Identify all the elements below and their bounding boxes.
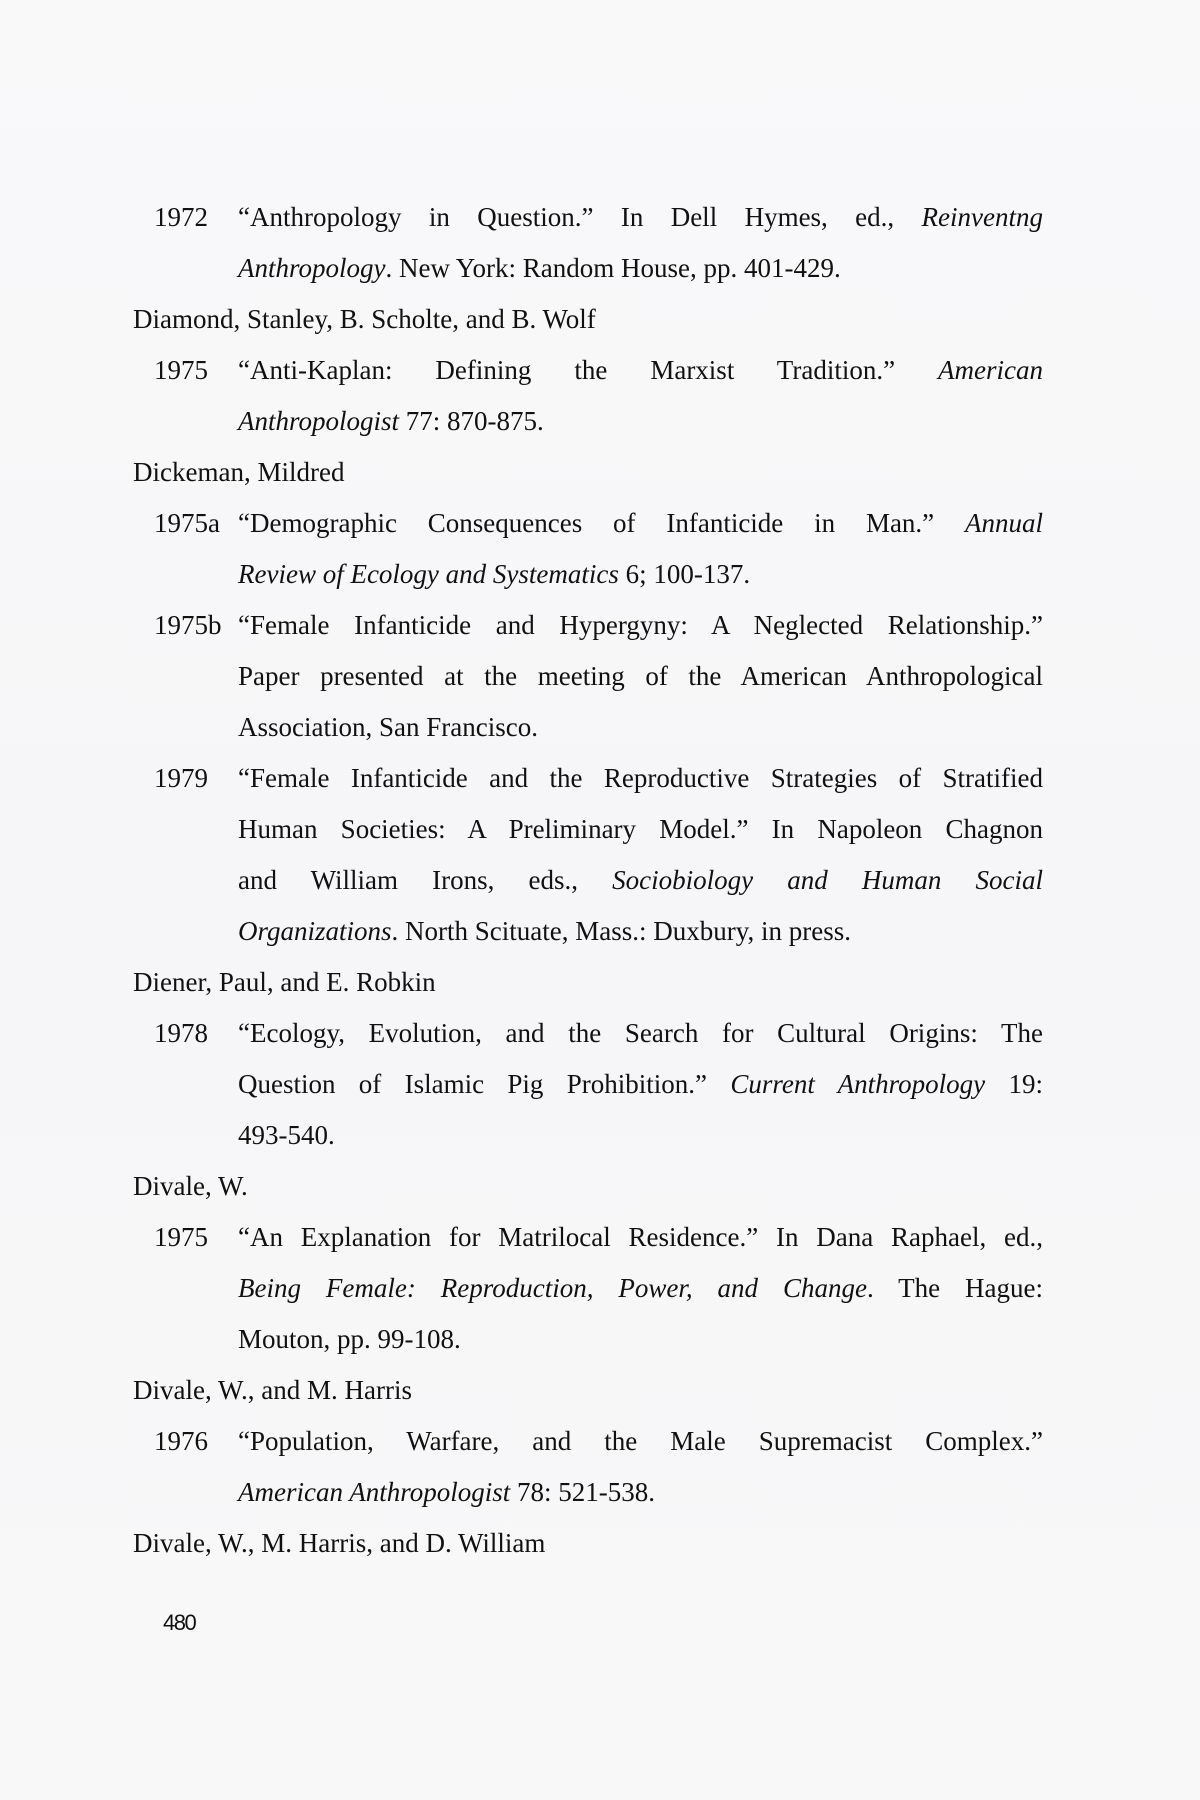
text-run: Human Societies: A Preliminary Model.” In Napoleon Chagnon — [238, 814, 1043, 844]
italic-title: Review of Ecology and Systematics — [238, 559, 619, 589]
entry-author: Diamond, Stanley, B. Scholte, and B. Wolf — [133, 304, 596, 334]
text-run: Question of Islamic Pig Prohibition.” — [238, 1069, 731, 1099]
bibliography-entry — [133, 957, 1043, 1161]
bibliography-list — [133, 192, 1043, 1569]
bibliography-entry — [133, 1161, 1043, 1365]
bibliography-entry — [133, 447, 1043, 600]
entry-author: Divale, W., and M. Harris — [133, 1375, 412, 1405]
entry-text — [238, 192, 1043, 243]
text-run: and William Irons, eds., — [238, 865, 613, 895]
entry-continuation-line — [133, 1467, 1043, 1518]
text-run: “Population, Warfare, and the Male Supremacist Complex.” — [238, 1426, 1043, 1456]
italic-title: Annual — [965, 508, 1043, 538]
entry-continuation-line — [133, 243, 1043, 294]
text-run: 19: — [985, 1069, 1043, 1099]
italic-title: Being Female: Reproduction, Power, and Change — [238, 1273, 867, 1303]
text-run: . New York: Random House, pp. 401-429. — [385, 253, 841, 283]
entry-year: 1975 — [154, 1222, 208, 1252]
entry-text — [238, 1416, 1043, 1467]
entry-continuation-line — [133, 804, 1043, 855]
entry-continuation-line — [133, 1110, 1043, 1161]
italic-title: Anthropology — [238, 253, 386, 283]
entry-year: 1975 — [154, 355, 208, 385]
bibliography-entry — [133, 1518, 1043, 1569]
entry-continuation-line — [133, 702, 1043, 753]
italic-title: Organizations — [238, 916, 392, 946]
entry-continuation-line — [133, 651, 1043, 702]
entry-continuation-line — [133, 1314, 1043, 1365]
entry-continuation-line — [133, 855, 1043, 906]
entry-first-line — [133, 192, 1043, 243]
entry-year: 1976 — [154, 1426, 208, 1456]
entry-first-line — [133, 753, 1043, 804]
entry-year: 1975b — [154, 610, 222, 640]
bibliography-entry — [133, 753, 1043, 957]
bibliography-entry — [133, 1365, 1043, 1518]
entry-year: 1979 — [154, 763, 208, 793]
entry-text — [238, 753, 1043, 804]
text-run: “An Explanation for Matrilocal Residence.” In Dana Raphael, ed., — [238, 1222, 1043, 1252]
text-run: Association, San Francisco. — [238, 712, 538, 742]
text-run: 77: 870-875. — [399, 406, 544, 436]
entry-author: Diener, Paul, and E. Robkin — [133, 967, 436, 997]
entry-text — [238, 498, 1043, 549]
entry-first-line — [133, 1008, 1043, 1059]
entry-author: Dickeman, Mildred — [133, 457, 345, 487]
italic-title: American — [938, 355, 1043, 385]
text-run: “Anti-Kaplan: Defining the Marxist Tradition.” — [238, 355, 939, 385]
text-run: “Ecology, Evolution, and the Search for Cultural Origins: The — [238, 1018, 1043, 1048]
italic-title: Reinventng — [921, 202, 1043, 232]
text-run: . The Hague: — [866, 1273, 1043, 1303]
text-run: “Female Infanticide and the Reproductive Strategies of Stratified — [238, 763, 1043, 793]
entry-first-line — [133, 1416, 1043, 1467]
entry-continuation-line — [133, 549, 1043, 600]
italic-title: Sociobiology and Human Social — [612, 865, 1043, 895]
entry-continuation-line — [133, 1059, 1043, 1110]
entry-text — [238, 1212, 1043, 1263]
entry-author: Divale, W. — [133, 1171, 248, 1201]
entry-text — [238, 600, 1043, 651]
bibliography-entry — [133, 192, 1043, 294]
entry-text — [238, 345, 1043, 396]
entry-year: 1978 — [154, 1018, 208, 1048]
entry-continuation-line — [133, 906, 1043, 957]
italic-title: American Anthropologist — [238, 1477, 511, 1507]
text-run: “Female Infanticide and Hypergyny: A Neglected Relationship.” — [238, 610, 1043, 640]
text-run: Paper presented at the meeting of the American Anthropological — [238, 661, 1043, 691]
entry-first-line — [133, 1212, 1043, 1263]
entry-first-line — [133, 600, 1043, 651]
bibliography-entry — [133, 600, 1043, 753]
entry-year: 1975a — [154, 508, 220, 538]
entry-continuation-line — [133, 396, 1043, 447]
page-number: 480 — [163, 1610, 196, 1635]
text-run: 493-540. — [238, 1120, 335, 1150]
text-run: 6; 100-137. — [618, 559, 751, 589]
entry-continuation-line — [133, 1263, 1043, 1314]
text-run: 78: 521-538. — [510, 1477, 655, 1507]
bibliography-entry — [133, 294, 1043, 447]
text-run: “Anthropology in Question.” In Dell Hymes, ed., — [238, 202, 922, 232]
italic-title: Anthropologist — [238, 406, 400, 436]
text-run: . North Scituate, Mass.: Duxbury, in press. — [391, 916, 851, 946]
italic-title: Current Anthropology — [730, 1069, 986, 1099]
entry-first-line — [133, 498, 1043, 549]
entry-year: 1972 — [154, 202, 208, 232]
text-run: Mouton, pp. 99-108. — [238, 1324, 461, 1354]
entry-author: Divale, W., M. Harris, and D. William — [133, 1528, 546, 1558]
text-run: “Demographic Consequences of Infanticide in Man.” — [238, 508, 965, 538]
entry-text — [238, 1008, 1043, 1059]
entry-first-line — [133, 345, 1043, 396]
